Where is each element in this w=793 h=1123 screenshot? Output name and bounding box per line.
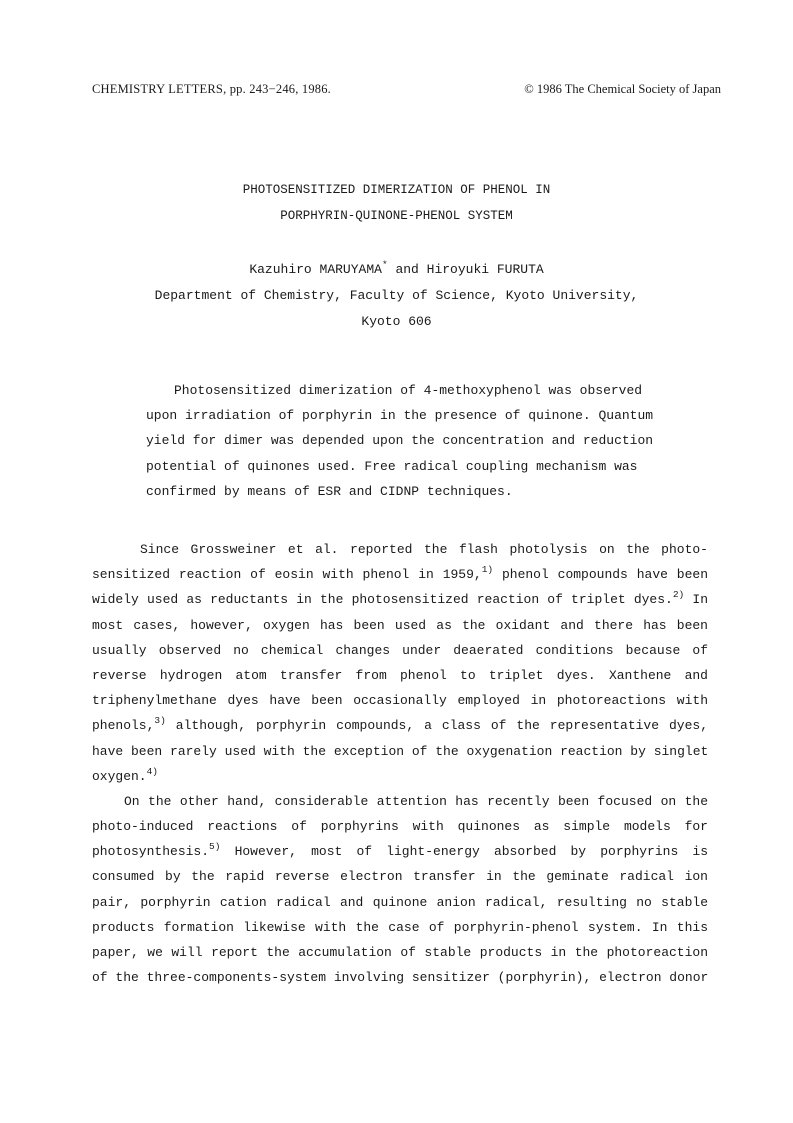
paragraph-2-line: products formation likewise with the case of porphyrin-phenol system. In this	[92, 919, 708, 935]
abstract-line: yield for dimer was depended upon the concentration and reduction	[146, 433, 654, 449]
citation-2: 2)	[672, 589, 685, 601]
affiliation-line-1: Department of Chemistry, Faculty of Science, Kyoto University,	[154, 288, 639, 303]
abstract-line: upon irradiation of porphyrin in the presence of quinone. Quantum	[146, 408, 654, 424]
copyright-notice: © 1986 The Chemical Society of Japan	[524, 82, 721, 96]
body-text	[92, 537, 708, 990]
author-line	[0, 259, 793, 277]
title-line-2: PORPHYRIN-QUINONE-PHENOL SYSTEM	[280, 209, 513, 223]
paragraph-1-line: phenols,$^{3)}$ although, porphyrin compounds, a class of the representative dyes,	[92, 715, 708, 734]
paragraph-2-line: paper, we will report the accumulation of stable products in the photoreaction	[92, 945, 708, 960]
paragraph-1-line: Since Grossweiner et al. reported the flash photolysis on the photo-	[140, 542, 708, 557]
journal-citation: CHEMISTRY LETTERS, pp. 243−246, 1986.	[92, 82, 331, 96]
paragraph-1-line: sensitized reaction of eosin with phenol in 1959,$^{1)}$ phenol compounds have been	[92, 564, 708, 583]
abstract-line: potential of quinones used. Free radical coupling mechanism was	[146, 458, 638, 474]
citation-5: 5)	[209, 841, 221, 853]
citation-1: 1)	[481, 564, 494, 576]
author-2: and Hiroyuki FURUTA	[387, 262, 544, 277]
paragraph-2-line: consumed by the rapid reverse electron transfer in the geminate radical ion	[92, 869, 708, 885]
paragraph-1-line: most cases, however, oxygen has been used as the oxidant and there has been	[92, 617, 708, 633]
abstract-line: Photosensitized dimerization of 4-methoxyphenol was observed	[174, 383, 643, 398]
paragraph-1-line: oxygen.$^{4)}$	[92, 765, 159, 784]
citation-4: 4)	[146, 765, 159, 777]
paragraph-2-line: photosynthesis.$^{5)}$ However, most of light-energy absorbed by porphyrins is	[92, 841, 708, 860]
paragraph-2-line: On the other hand, considerable attention has recently been focused on the	[124, 793, 708, 809]
title-line-1: PHOTOSENSITIZED DIMERIZATION OF PHENOL IN	[242, 183, 551, 197]
abstract	[146, 378, 654, 504]
paragraph-1-line: triphenylmethane dyes have been occasionally employed in photoreactions with	[92, 693, 708, 709]
paragraph-1-line: widely used as reductants in the photosensitized reaction of triplet dyes.$^{2)}$ In	[92, 589, 709, 608]
paragraph-2-line: of the three-components-system involving sensitizer (porphyrin), electron donor	[92, 970, 709, 986]
paragraph-2-line: pair, porphyrin cation radical and quinone anion radical, resulting no stable	[92, 894, 708, 910]
abstract-line: confirmed by means of ESR and CIDNP techniques.	[146, 483, 513, 499]
paragraph-1-line: reverse hydrogen atom transfer from phenol to triplet dyes. Xanthene and	[92, 667, 708, 683]
author-1: Kazuhiro MARUYAMA	[249, 262, 382, 277]
citation-3: 3)	[154, 715, 166, 727]
corresponding-author-mark: *	[381, 259, 388, 270]
paragraph-1-line: have been rarely used with the exception of the oxygenation reaction by singlet	[92, 743, 709, 759]
affiliation-line-2: Kyoto 606	[361, 314, 432, 329]
paragraph-1-line: usually observed no chemical changes under deaerated conditions because of	[92, 642, 708, 658]
paragraph-2-line: photo-induced reactions of porphyrins with quinones as simple models for	[92, 819, 708, 835]
